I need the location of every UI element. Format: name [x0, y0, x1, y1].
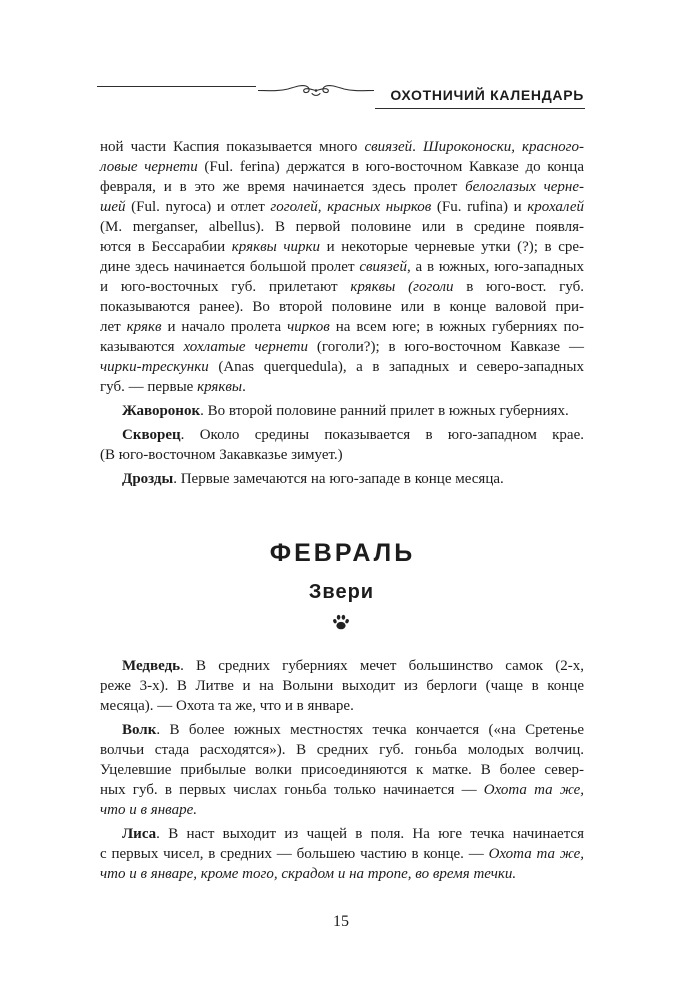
text-line — [100, 197, 584, 217]
text-line — [100, 425, 584, 445]
text-line — [100, 377, 584, 397]
section-body — [100, 656, 584, 884]
text-run: казываются — [100, 339, 184, 355]
text-line — [100, 656, 584, 676]
text-line — [100, 696, 584, 716]
continued-text — [100, 137, 584, 489]
text-run: показываются ранее). Во второй половине или в конце валовой при- — [100, 299, 584, 315]
italic-text: свиязей — [359, 259, 407, 275]
paragraph — [100, 824, 584, 884]
italic-text: гоголей, красных нырков — [270, 199, 432, 215]
italic-text: свиязей — [364, 139, 413, 155]
text-run: реже 3-х). В Литве и на Волыни выходит из берлоги (чаще в конце — [100, 678, 584, 694]
text-run: с первых чисел, в средних — большею частию в конце. — — [100, 846, 489, 862]
text-run: . В наст выходит из чащей в поля. На юге течка начинается — [156, 826, 584, 842]
paragraph — [100, 720, 584, 820]
text-run: месяца). — Охота та же, что и в январе. — [100, 698, 354, 714]
text-line — [100, 297, 584, 317]
text-line — [100, 357, 584, 377]
entry-term: Жаворонок — [122, 403, 201, 419]
italic-text: Широконоски, красного- — [423, 139, 584, 155]
italic-text: крякв — [126, 319, 162, 335]
entry-term: Лиса — [122, 826, 157, 842]
text-run: губ. — первые — [100, 379, 198, 395]
text-line — [100, 824, 584, 844]
text-run: (В юго-восточном Закавказье зимует.) — [100, 447, 343, 463]
text-run: в юго-вост. губ. — [453, 279, 584, 295]
running-title: ОХОТНИЧИЙ КАЛЕНДАРЬ — [390, 87, 584, 103]
text-line — [100, 676, 584, 696]
text-run: . В средних губерниях мечет большинство самок (2-х, — [180, 658, 584, 674]
italic-text: белоглазых черне- — [465, 179, 584, 195]
text-line — [100, 401, 584, 421]
text-line — [100, 337, 584, 357]
italic-text: Охота та же, — [483, 782, 585, 798]
text-run: (Ful. nyroca) и отлет — [125, 199, 271, 215]
text-run: , а в южных, юго-западных — [406, 259, 584, 275]
text-run: лет — [100, 319, 127, 335]
text-line — [100, 445, 584, 465]
paw-toe — [333, 619, 338, 624]
paragraph — [100, 656, 584, 716]
italic-text: чирки-трескунки — [100, 359, 209, 375]
text-run: и юго-восточных губ. прилетают — [100, 279, 351, 295]
text-run: (Anas querquedula), а в западных и северо-западных — [208, 359, 584, 375]
text-line — [100, 720, 584, 740]
text-run: (Ful. ferina) держатся в юго-восточном Кавказе до конца — [197, 159, 584, 175]
flourish-left-curl — [258, 86, 316, 93]
italic-text: Охота та же, — [488, 846, 585, 862]
text-run: (гоголи?); в юго-восточном Кавказе — — [308, 339, 585, 355]
text-run: Уцелевшие прибылые волки присоединяются к матке. В более север- — [100, 762, 584, 778]
text-run: и некоторые черневые утки (?); в сре- — [320, 239, 584, 255]
text-line — [100, 177, 584, 197]
text-line — [100, 844, 584, 864]
text-line — [100, 217, 584, 237]
text-line — [100, 237, 584, 257]
paw-toe — [337, 615, 341, 620]
entry-term: Дрозды — [122, 471, 174, 487]
header-rule-left — [97, 86, 256, 87]
text-run: (M. merganser, albellus). В первой половине или в средине появля- — [100, 219, 584, 235]
flourish-icon — [258, 79, 374, 101]
text-run: на всем юге; в южных губерниях по- — [329, 319, 584, 335]
header-rule-under — [375, 108, 585, 109]
italic-text: хохлатые чернети — [183, 339, 308, 355]
italic-text: чирков — [287, 319, 330, 335]
text-line — [100, 277, 584, 297]
text-run: . Первые замечаются на юго-западе в конце месяца. — [173, 471, 504, 487]
text-line — [100, 157, 584, 177]
italic-text: кряквы (гоголи — [350, 279, 454, 295]
paragraph — [100, 469, 584, 489]
flourish-center-drop — [312, 94, 320, 96]
italic-text: шей — [100, 199, 126, 215]
entry-term: Волк — [122, 722, 157, 738]
italic-text: что и в январе. — [100, 802, 197, 818]
text-run: . — [412, 139, 423, 155]
text-run: . Около средины показывается в юго-западном крае. — [180, 427, 584, 443]
flourish-center-dot — [315, 89, 318, 92]
italic-text: крохалей — [527, 199, 584, 215]
text-run: дине здесь начинается большой пролет — [100, 259, 360, 275]
section-subtitle: Звери — [308, 581, 375, 603]
page-number: 15 — [333, 913, 349, 930]
text-run: ются в Бессарабии — [100, 239, 232, 255]
entry-term: Скворец — [122, 427, 181, 443]
entry-term: Медведь — [122, 658, 181, 674]
text-line — [100, 760, 584, 780]
paw-toe — [345, 619, 350, 624]
paragraph — [100, 137, 584, 397]
text-run: ных губ. в первых числах гоньба только начинается — — [100, 782, 484, 798]
paw-icon — [332, 613, 350, 631]
text-run: ной части Каспия показывается много — [100, 139, 365, 155]
italic-text: кряквы — [197, 379, 243, 395]
text-line — [100, 469, 584, 489]
paw-toe — [342, 615, 346, 620]
italic-text: что и в январе, кроме того, скрадом и на тропе, во время течки. — [100, 866, 517, 882]
paw-main-pad — [336, 622, 345, 629]
text-run: и начало пролета — [161, 319, 288, 335]
text-run: волчьи стада расходятся»). В средних губ. гоньба молодых волчиц. — [100, 742, 584, 758]
italic-text: кряквы чирки — [231, 239, 321, 255]
text-line — [100, 740, 584, 760]
text-run: . Во второй половине ранний прилет в южных губерниях. — [200, 403, 569, 419]
text-line — [100, 257, 584, 277]
text-line — [100, 800, 584, 820]
section-title: ФЕВРАЛЬ — [269, 539, 416, 567]
text-line — [100, 780, 584, 800]
text-line — [100, 137, 584, 157]
text-run: . — [242, 379, 246, 395]
text-run: февраля, и в это же время начинается здесь пролет — [100, 179, 466, 195]
paragraph — [100, 401, 584, 421]
text-run: . В более южных местностях течка кончается («на Сретенье — [156, 722, 584, 738]
italic-text: ловые чернети — [100, 159, 198, 175]
text-line — [100, 864, 584, 884]
flourish-right-curl — [316, 86, 374, 93]
text-run: (Fu. rufina) и — [431, 199, 528, 215]
paragraph — [100, 425, 584, 465]
flourish-right-group — [316, 86, 374, 93]
text-line — [100, 317, 584, 337]
